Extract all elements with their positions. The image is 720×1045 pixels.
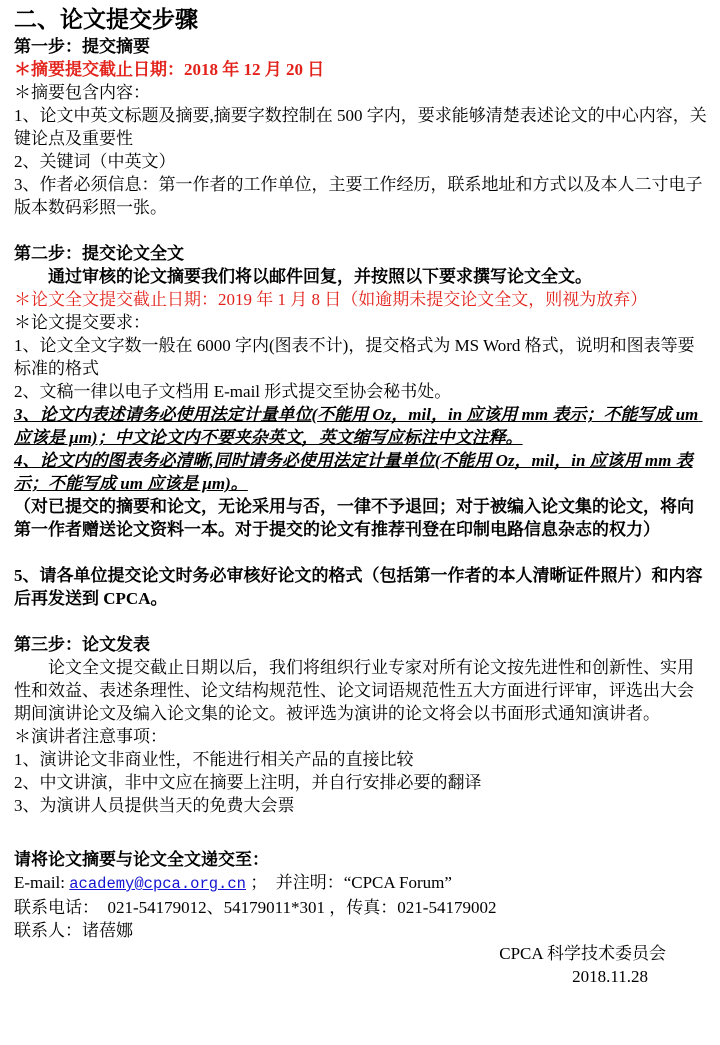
step2-heading: 第二步：提交论文全文 bbox=[14, 244, 184, 263]
step1-item-1: 1、论文中英文标题及摘要,摘要字数控制在 500 字内，要求能够清楚表述论文的中心内容，关键论点及重要性 bbox=[14, 106, 707, 148]
step2-item-1: 1、论文全文字数一般在 6000 字内(图表不计)，提交格式为 MS Word 格式，说明和图表等要标准的格式 bbox=[14, 336, 695, 378]
step2-note: （对已提交的摘要和论文，无论采用与否，一律不予退回；对于被编入论文集的论文，将向第一作者赠送论文资料一本。对于提交的论文有推荐刊登在印制电路信息杂志的权力） bbox=[14, 497, 694, 539]
contact-phone-line: 联系电话： 021-54179012、54179011*301 ，传真：021-54179002 bbox=[14, 898, 497, 917]
step2-deadline: ＊论文全文提交截止日期：2019 年 1 月 8 日（如逾期未提交论文全文，则视为放弃） bbox=[14, 290, 648, 309]
contact-email-line bbox=[14, 871, 708, 896]
step3-item-2: 2、中文讲演，非中文应在摘要上注明，并自行安排必要的翻译 bbox=[14, 773, 482, 792]
step3-item-1: 1、演讲论文非商业性，不能进行相关产品的直接比较 bbox=[14, 750, 414, 769]
step2-requirements-label: ＊论文提交要求： bbox=[14, 313, 150, 332]
email-link[interactable]: academy@cpca.org.cn bbox=[69, 875, 246, 893]
step2-item-4-figures-rule: 4、论文内的图表务必清晰,同时请务必使用法定计量单位(不能用 Oz，mil，in 应该用 mm 表示；不能写成 um 应该是 μm)。 bbox=[14, 451, 693, 493]
step3-paragraph: 论文全文提交截止日期以后，我们将组织行业专家对所有论文按先进性和创新性、实用性和效益、表述条理性、论文结构规范性、论文词语规范性五大方面进行评审，评选出大会期间演讲论文及编入论文集的论文。被评选为演讲的论文将会以书面形式通知演讲者。 bbox=[14, 658, 694, 723]
spacer bbox=[14, 541, 708, 564]
contact-heading: 请将论文摘要与论文全文递交至： bbox=[14, 850, 269, 869]
step1-item-3: 3、作者必须信息：第一作者的工作单位，主要工作经历，联系地址和方式以及本人二寸电子版本数码彩照一张。 bbox=[14, 175, 703, 217]
contact-person-line: 联系人：诸蓓娜 bbox=[14, 921, 133, 940]
step1-item-2: 2、关键词（中英文） bbox=[14, 152, 176, 171]
email-note: ； 并注明：“CPCA Forum” bbox=[245, 873, 452, 892]
step3-notes-label: ＊演讲者注意事项： bbox=[14, 727, 167, 746]
step3-heading: 第三步：论文发表 bbox=[14, 635, 150, 654]
signature-org: CPCA 科学技术委员会 bbox=[499, 944, 666, 963]
step2-item-3-units-rule: 3、论文内表述请务必使用法定计量单位(不能用 Oz，mil，in 应该用 mm 表示；不能写成 um 应该是 μm)；中文论文内不要夹杂英文，英文缩写应标注中文注释。 bbox=[14, 405, 703, 447]
step2-intro: 通过审核的论文摘要我们将以邮件回复，并按照以下要求撰写论文全文。 bbox=[48, 267, 592, 286]
signature-date: 2018.11.28 bbox=[572, 967, 648, 986]
step2-item-5: 5、请各单位提交论文时务必审核好论文的格式（包括第一作者的本人清晰证件照片）和内容后再发送到 CPCA。 bbox=[14, 566, 703, 608]
step1-contents-label: ＊摘要包含内容： bbox=[14, 83, 150, 102]
doc-title: 二、论文提交步骤 bbox=[14, 7, 198, 32]
step1-deadline: ＊摘要提交截止日期：2018 年 12 月 20 日 bbox=[14, 60, 325, 79]
spacer bbox=[14, 817, 708, 848]
spacer bbox=[14, 610, 708, 633]
email-label: E-mail: bbox=[14, 873, 70, 892]
step3-item-3: 3、为演讲人员提供当天的免费大会票 bbox=[14, 796, 295, 815]
step1-heading: 第一步：提交摘要 bbox=[14, 37, 150, 56]
spacer bbox=[14, 219, 708, 242]
step2-item-2: 2、文稿一律以电子文档用 E-mail 形式提交至协会秘书处。 bbox=[14, 382, 452, 401]
